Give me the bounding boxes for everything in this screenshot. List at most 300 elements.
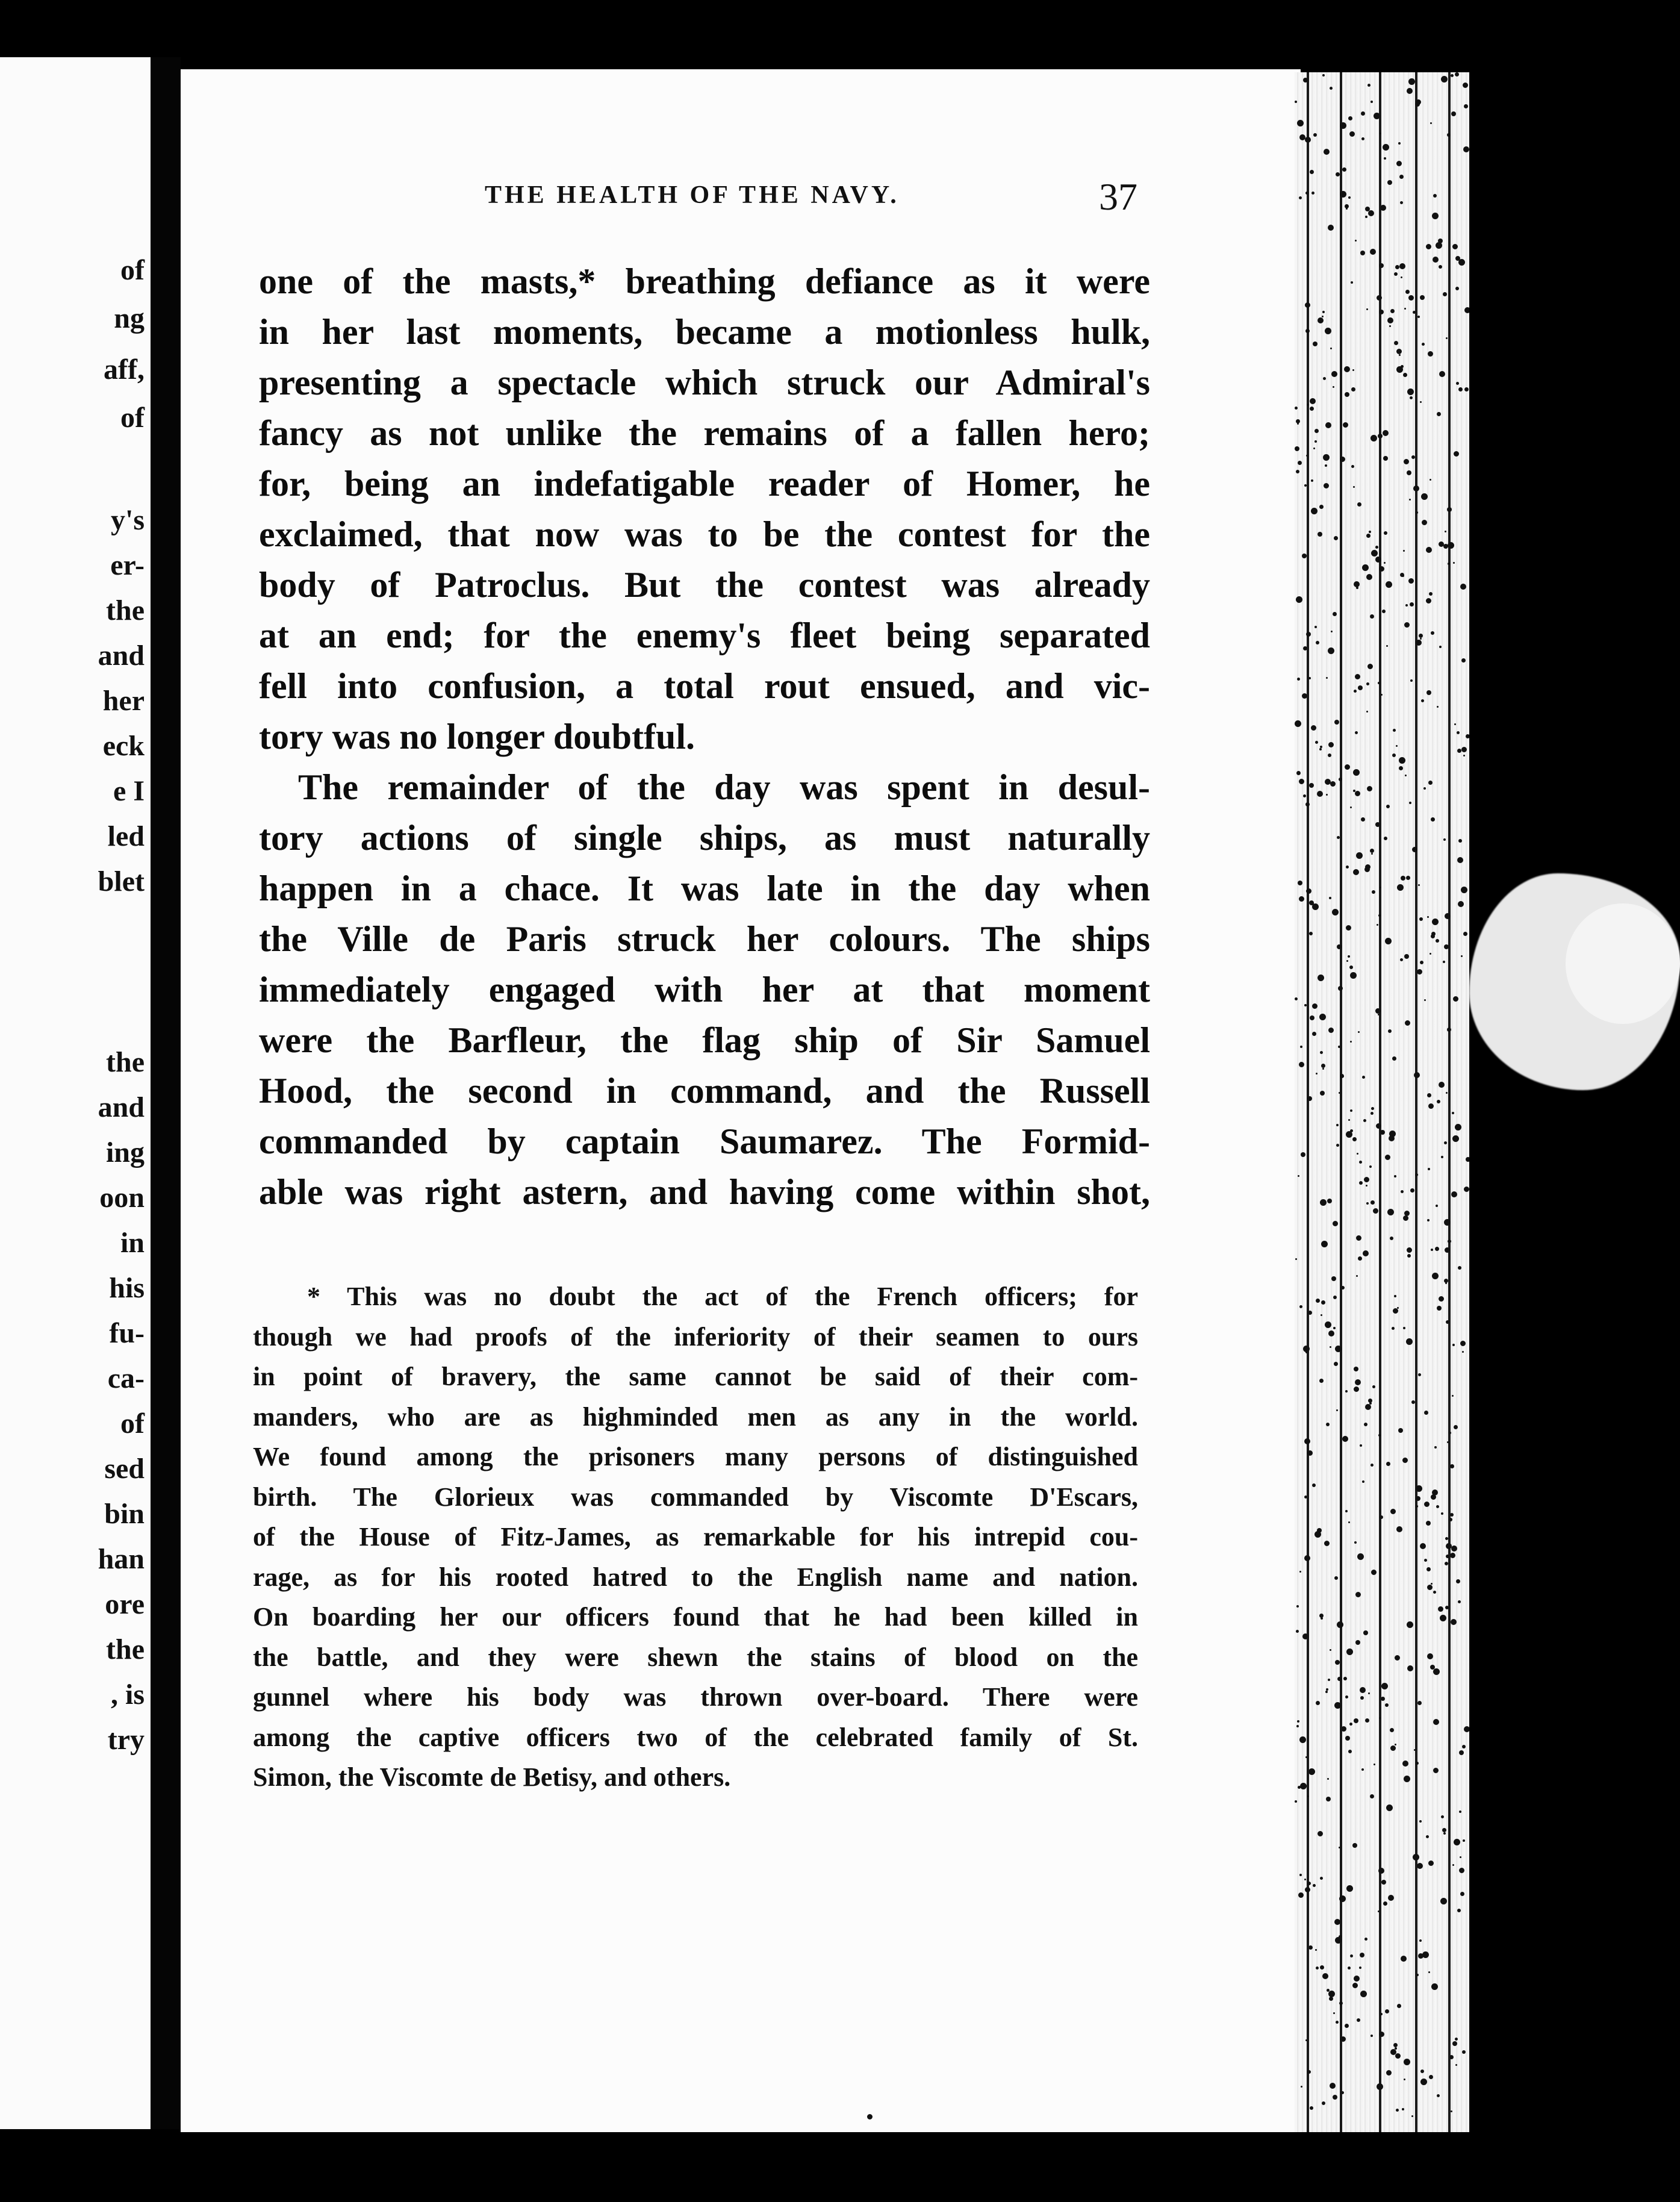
edge-speck (1441, 1815, 1444, 1818)
edge-speck (1417, 969, 1422, 975)
edge-speck (1311, 479, 1313, 482)
edge-speck (1384, 562, 1386, 564)
edge-speck (1348, 196, 1351, 199)
edge-speck (1388, 1029, 1392, 1033)
edge-speck (1355, 1592, 1361, 1597)
edge-speck (1458, 839, 1462, 843)
edge-speck (1377, 2083, 1383, 2090)
edge-speck (1333, 1221, 1338, 1226)
edge-speck (1420, 2069, 1424, 2073)
edge-speck (1417, 1863, 1423, 1869)
edge-speck (1346, 1648, 1353, 1655)
body-line: tory was no longer doubtful. (259, 717, 695, 756)
footnote-line: gunnel where his body was thrown over-board. There were (253, 1682, 1138, 1712)
edge-speck (1350, 1041, 1352, 1043)
edge-speck (1296, 596, 1302, 603)
edge-speck (1330, 1649, 1331, 1651)
edge-speck (1407, 1621, 1413, 1628)
edge-speck (1433, 194, 1437, 198)
facing-page-fragment: han (98, 1543, 145, 1575)
edge-speck (1462, 1745, 1466, 1748)
edge-speck (1411, 1400, 1415, 1404)
edge-speck (1302, 554, 1307, 558)
edge-speck (1401, 276, 1402, 278)
edge-speck (1421, 493, 1428, 500)
edge-speck (1438, 1606, 1443, 1612)
edge-speck (1408, 295, 1414, 301)
edge-speck (1404, 622, 1410, 628)
edge-speck (1436, 1205, 1438, 1207)
edge-speck (1456, 1579, 1460, 1583)
edge-speck (1461, 955, 1463, 957)
edge-speck (1370, 614, 1374, 619)
edge-speck (1420, 2079, 1427, 2085)
edge-speck (1345, 1736, 1350, 1741)
edge-speck (1360, 1696, 1364, 1700)
edge-speck (1321, 1064, 1325, 1068)
edge-speck (1463, 1839, 1465, 1842)
edge-speck (1370, 2035, 1373, 2037)
edge-speck (1393, 729, 1396, 732)
edge-speck (1334, 1702, 1341, 1709)
edge-speck (1348, 1750, 1352, 1753)
edge-speck (1354, 690, 1357, 693)
edge-speck (1448, 1240, 1451, 1243)
edge-speck (1458, 901, 1464, 907)
facing-page-fragment: eck (102, 730, 145, 762)
edge-speck (1361, 1768, 1364, 1771)
body-line: at an end; for the enemy's fleet being separated (259, 616, 1150, 655)
edge-speck (1430, 479, 1431, 481)
edge-speck (1385, 938, 1392, 944)
edge-speck (1316, 1299, 1320, 1303)
edge-speck (1461, 887, 1467, 893)
edge-speck (1428, 1971, 1430, 1973)
body-line: body of Patroclus. But the contest was already (259, 565, 1150, 605)
edge-speck (1452, 244, 1458, 249)
edge-speck (1331, 631, 1333, 632)
edge-speck (1370, 1464, 1374, 1467)
edge-speck (1442, 1828, 1446, 1832)
edge-speck (1319, 1014, 1326, 1020)
edge-speck (1427, 1093, 1431, 1097)
facing-page-fragment: aff, (104, 354, 145, 385)
edge-speck (1374, 113, 1380, 119)
edge-speck (1350, 1129, 1353, 1132)
facing-page-fragment: ore (105, 1588, 145, 1620)
facing-page-fragment: sed (104, 1453, 145, 1485)
speck (867, 2114, 873, 2119)
edge-speck (1424, 1411, 1428, 1415)
edge-speck (1367, 664, 1373, 669)
edge-speck (1328, 1330, 1334, 1336)
edge-speck (1412, 847, 1417, 852)
edge-speck (1349, 131, 1355, 137)
footnote-line: though we had proofs of the inferiority of their seamen to ours (253, 1321, 1138, 1352)
edge-speck (1396, 1526, 1402, 1532)
body-line: The remainder of the day was spent in desul- (298, 767, 1150, 807)
edge-speck (1356, 1275, 1358, 1277)
edge-speck (1404, 1776, 1410, 1782)
edge-speck (1340, 191, 1346, 198)
edge-speck (1441, 1156, 1443, 1158)
body-line: immediately engaged with her at that moment (259, 970, 1150, 1009)
edge-speck (1424, 1559, 1427, 1562)
edge-speck (1300, 1046, 1302, 1048)
edge-speck (1325, 1691, 1328, 1693)
edge-speck (1299, 779, 1304, 784)
edge-speck (1423, 787, 1426, 790)
edge-speck (1433, 1768, 1439, 1773)
edge-speck (1435, 1247, 1439, 1251)
edge-speck (1378, 914, 1381, 917)
edge-speck (1380, 887, 1381, 888)
edge-speck (1330, 348, 1332, 349)
edge-speck (1322, 2101, 1325, 2105)
edge-speck (1322, 1068, 1324, 1070)
edge-speck (1336, 1144, 1339, 1147)
edge-speck (1432, 919, 1439, 925)
edge-speck (1307, 404, 1309, 406)
edge-speck (1303, 78, 1308, 83)
edge-speck (1362, 564, 1369, 571)
edge-speck (1455, 2038, 1458, 2041)
edge-speck (1405, 604, 1408, 607)
edge-speck (1339, 1935, 1342, 1938)
edge-speck (1428, 1168, 1430, 1170)
edge-speck (1450, 1513, 1454, 1517)
edge-speck (1340, 122, 1346, 129)
edge-speck (1452, 2041, 1457, 2046)
edge-speck (1307, 1795, 1309, 1797)
edge-speck (1390, 309, 1395, 313)
edge-speck (1444, 1141, 1447, 1144)
edge-speck (1395, 1744, 1396, 1745)
edge-speck (1397, 884, 1404, 891)
edge-speck (1363, 1630, 1368, 1635)
edge-speck (1321, 1314, 1322, 1316)
edge-speck (1431, 1583, 1433, 1585)
edge-speck (1366, 682, 1369, 685)
edge-speck (1461, 658, 1466, 663)
edge-speck (1296, 1605, 1299, 1608)
edge-speck (1446, 1092, 1448, 1094)
edge-speck (1337, 944, 1342, 949)
running-head: THE HEALTH OF THE NAVY. (485, 181, 900, 209)
edge-speck (1401, 1190, 1404, 1193)
facing-page-fragment: of (120, 402, 145, 434)
edge-speck (1318, 975, 1324, 981)
edge-speck (1420, 638, 1422, 640)
body-line: fancy as not unlike the remains of a fallen hero; (259, 413, 1150, 453)
edge-speck (1436, 1505, 1439, 1508)
edge-speck (1320, 746, 1322, 748)
edge-speck (1378, 434, 1383, 438)
edge-speck (1387, 1209, 1394, 1215)
edge-speck (1372, 1385, 1375, 1388)
edge-speck (1295, 997, 1298, 1000)
edge-speck (1460, 1856, 1461, 1858)
edge-speck (1311, 508, 1318, 514)
edge-speck (1424, 999, 1426, 1001)
edge-speck (1385, 2009, 1389, 2013)
edge-speck (1303, 794, 1306, 797)
edge-speck (1361, 111, 1365, 116)
edge-speck (1454, 723, 1456, 725)
edge-speck (1310, 398, 1316, 404)
edge-speck (1408, 578, 1414, 584)
body-line: happen in a chace. It was late in the day when (259, 869, 1150, 908)
edge-speck (1439, 1082, 1445, 1088)
edge-speck (1346, 1885, 1353, 1892)
edge-speck (1326, 1797, 1331, 1801)
edge-speck (1360, 1953, 1364, 1957)
footnote-line: * This was no doubt the act of the French officers; for (307, 1282, 1138, 1311)
edge-speck (1310, 2106, 1313, 2110)
edge-speck (1363, 1250, 1369, 1256)
edge-speck (1381, 1880, 1386, 1885)
edge-speck (1314, 626, 1317, 628)
edge-speck (1299, 1736, 1306, 1743)
edge-speck (1404, 459, 1409, 464)
edge-speck (1414, 1749, 1416, 1751)
edge-speck (1437, 412, 1441, 416)
edge-speck (1334, 1576, 1338, 1580)
edge-speck (1445, 531, 1446, 532)
edge-speck (1453, 996, 1458, 1002)
page-edge-line (1340, 72, 1342, 2132)
edge-speck (1339, 1847, 1340, 1848)
edge-speck (1305, 1351, 1308, 1353)
edge-speck (1462, 1351, 1464, 1353)
edge-speck (1392, 753, 1396, 757)
facing-page-fragment: the (106, 594, 145, 626)
edge-speck (1393, 1308, 1398, 1314)
edge-speck (1387, 180, 1392, 185)
edge-speck (1319, 748, 1322, 750)
edge-speck (1427, 1219, 1430, 1221)
facing-page-fragment: led (107, 820, 145, 852)
edge-speck (1398, 1428, 1403, 1433)
edge-speck (1419, 1939, 1422, 1942)
edge-speck (1340, 457, 1345, 462)
edge-speck (1393, 2043, 1398, 2047)
edge-speck (1436, 939, 1439, 943)
edge-speck (1379, 2032, 1384, 2037)
page-edge-line (1448, 72, 1451, 2132)
edge-speck (1419, 634, 1423, 638)
edge-speck (1428, 781, 1433, 785)
facing-page-fragment: e I (113, 775, 145, 807)
edge-speck (1330, 2083, 1336, 2089)
edge-speck (1414, 1072, 1420, 1078)
edge-speck (1327, 1778, 1329, 1780)
edge-speck (1457, 1909, 1461, 1912)
edge-speck (1333, 1296, 1337, 1299)
edge-speck (1348, 1119, 1350, 1121)
body-line: were the Barfleur, the flag ship of Sir Samuel (259, 1020, 1150, 1060)
edge-speck (1357, 1553, 1364, 1560)
edge-speck (1320, 1199, 1327, 1206)
edge-speck (1375, 546, 1378, 549)
page-edge (1295, 72, 1469, 2132)
edge-speck (1381, 694, 1383, 696)
body-line: tory actions of single ships, as must naturally (259, 818, 1150, 858)
edge-speck (1456, 382, 1459, 385)
edge-speck (1383, 1901, 1387, 1906)
edge-speck (1378, 1868, 1384, 1874)
edge-speck (1350, 806, 1352, 808)
edge-speck (1428, 1103, 1434, 1109)
edge-speck (1448, 563, 1450, 565)
edge-speck (1353, 790, 1355, 792)
edge-speck (1350, 972, 1357, 979)
edge-speck (1328, 753, 1331, 757)
edge-speck (1307, 1882, 1311, 1885)
edge-speck (1388, 1895, 1394, 1901)
edge-speck (1445, 913, 1451, 919)
edge-speck (1443, 1832, 1446, 1835)
edge-speck (1416, 640, 1422, 646)
facing-page-fragment: his (109, 1272, 145, 1304)
edge-speck (1357, 1153, 1358, 1155)
edge-speck (1366, 534, 1370, 538)
edge-speck (1326, 1423, 1330, 1426)
edge-speck (1361, 817, 1365, 822)
edge-speck (1432, 213, 1439, 219)
edge-speck (1430, 122, 1432, 124)
edge-speck (1447, 133, 1451, 137)
edge-speck (1296, 1725, 1299, 1727)
edge-speck (1318, 1831, 1323, 1836)
body-line: the Ville de Paris struck her colours. The ships (259, 919, 1150, 959)
edge-speck (1399, 263, 1405, 269)
edge-speck (1350, 1109, 1352, 1112)
edge-speck (1352, 1137, 1357, 1141)
edge-speck (1439, 265, 1442, 269)
edge-speck (1333, 612, 1337, 616)
edge-speck (1445, 1606, 1449, 1609)
edge-speck (1410, 1188, 1414, 1193)
edge-speck (1390, 1509, 1396, 1514)
edge-speck (1440, 1615, 1446, 1621)
edge-speck (1390, 2049, 1396, 2055)
edge-speck (1415, 102, 1420, 107)
edge-speck (1451, 2110, 1452, 2112)
edge-speck (1352, 1983, 1358, 1988)
footnote-line: the battle, and they were shewn the stains of blood on the (253, 1642, 1138, 1672)
edge-speck (1329, 226, 1333, 230)
edge-speck (1362, 1076, 1365, 1079)
edge-speck (1403, 373, 1407, 377)
edge-speck (1323, 454, 1330, 461)
edge-speck (1368, 210, 1374, 216)
edge-speck (1303, 646, 1307, 650)
edge-speck (1452, 1135, 1459, 1142)
edge-speck (1437, 1100, 1440, 1103)
footnote (253, 1277, 1138, 1798)
edge-speck (1401, 1956, 1407, 1962)
edge-speck (1295, 720, 1301, 727)
edge-speck (1305, 302, 1310, 308)
edge-speck (1383, 144, 1389, 151)
edge-speck (1390, 1237, 1393, 1240)
facing-page-fragment: her (102, 685, 145, 717)
edge-speck (1380, 1515, 1383, 1519)
edge-speck (1434, 1446, 1437, 1449)
edge-speck (1312, 1003, 1318, 1009)
edge-speck (1307, 2070, 1311, 2074)
edge-speck (1380, 133, 1381, 134)
edge-speck (1463, 83, 1468, 88)
edge-speck (1405, 1020, 1410, 1026)
footnote-line: Simon, the Viscomte de Betisy, and others. (253, 1762, 731, 1792)
edge-speck (1457, 749, 1461, 753)
edge-speck (1444, 1279, 1448, 1283)
edge-speck (1308, 1945, 1313, 1950)
edge-speck (1351, 387, 1355, 391)
edge-speck (1308, 1311, 1312, 1315)
edge-speck (1444, 944, 1449, 949)
facing-page-fragment: y's (110, 504, 145, 536)
edge-speck (1351, 465, 1354, 468)
edge-speck (1403, 1215, 1408, 1221)
edge-speck (1419, 917, 1423, 921)
edge-speck (1395, 265, 1399, 269)
edge-speck (1346, 925, 1351, 931)
edge-speck (1416, 1485, 1422, 1492)
edge-speck (1298, 1786, 1301, 1789)
edge-speck (1426, 690, 1431, 695)
edge-speck (1351, 281, 1353, 284)
edge-speck (1339, 1092, 1340, 1094)
edge-speck (1454, 1425, 1458, 1429)
edge-speck (1345, 2024, 1349, 2028)
edge-speck (1338, 1046, 1340, 1048)
edge-speck (1305, 329, 1310, 333)
edge-speck (1306, 632, 1311, 637)
facing-page-fragment: of (120, 254, 145, 286)
edge-speck (1348, 1521, 1350, 1523)
edge-speck (1357, 502, 1361, 507)
edge-speck (1446, 337, 1448, 339)
edge-speck (1403, 550, 1405, 552)
edge-speck (1426, 598, 1431, 604)
edge-speck (1349, 1723, 1352, 1726)
edge-speck (1407, 1247, 1412, 1253)
facing-page-fragment: try (107, 1724, 145, 1756)
edge-speck (1331, 371, 1337, 377)
facing-page-fragment: and (98, 1091, 145, 1123)
edge-speck (1299, 896, 1304, 902)
edge-speck (1433, 1591, 1436, 1594)
edge-speck (1447, 1028, 1451, 1032)
edge-speck (1372, 890, 1375, 894)
edge-speck (1418, 884, 1420, 886)
edge-speck (1397, 2004, 1401, 2008)
edge-speck (1402, 575, 1404, 577)
edge-speck (1337, 1677, 1342, 1681)
body-text (259, 256, 1150, 1217)
body-line: exclaimed, that now was to be the contest for the (259, 514, 1150, 554)
edge-speck (1297, 1720, 1299, 1723)
edge-speck (1364, 867, 1370, 872)
page-edge-line (1415, 72, 1417, 2132)
edge-speck (1378, 1910, 1380, 1912)
edge-speck (1311, 902, 1314, 905)
edge-speck (1337, 1621, 1343, 1628)
edge-speck (1410, 396, 1413, 399)
